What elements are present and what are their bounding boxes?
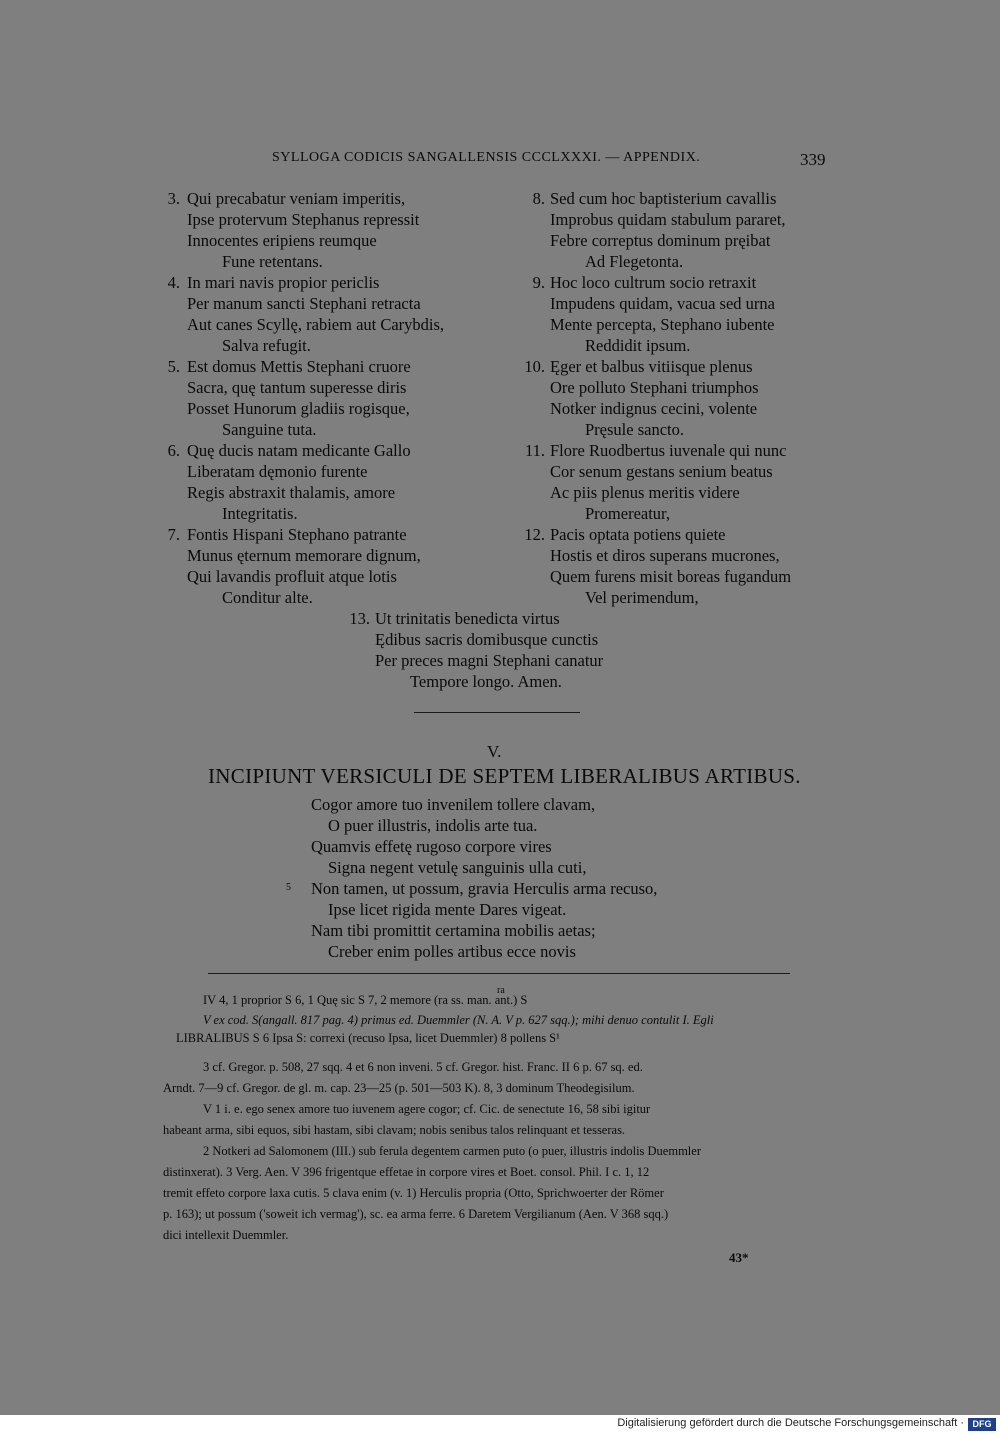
apparatus-line-1: IV 4, 1 proprior S 6, 1 Quę sic S 7, 2 memore (ra ss. man. ant.) S (203, 993, 528, 1007)
verse-line: Qui precabatur veniam imperitis, (187, 189, 406, 208)
stanza-number: 3. (167, 189, 180, 208)
verse-line: In mari navis propior periclis (187, 273, 380, 292)
commentary-line: Arndt. 7—9 cf. Gregor. de gl. m. cap. 23—25 (p. 501—503 K). 8, 3 dominum Theodegisilum. (163, 1081, 635, 1095)
verse-line: Munus ęternum memorare dignum, (187, 546, 421, 565)
verse-line: Regis abstraxit thalamis, amore (187, 483, 396, 502)
verse-line: Posset Hunorum gladiis rogisque, (187, 399, 410, 418)
poem-line: O puer illustris, indolis arte tua. (328, 816, 538, 835)
verse-line: Per manum sancti Stephani retracta (187, 294, 421, 313)
verse-line: Fontis Hispani Stephano patrante (187, 525, 407, 544)
commentary-line: 3 cf. Gregor. p. 508, 27 sqq. 4 et 6 non inveni. 5 cf. Gregor. hist. Franc. II 6 p. 67 sq. ed. (203, 1060, 643, 1074)
running-title: SYLLOGA CODICIS SANGALLENSIS CCCLXXXI. — APPENDIX. (272, 150, 701, 165)
verse-line: Est domus Mettis Stephani cruore (187, 357, 411, 376)
stanza-number: 13. (349, 609, 370, 628)
footnote-divider (208, 973, 790, 974)
verse-line: Ipse protervum Stephanus repressit (187, 210, 420, 229)
commentary-line: 2 Notkeri ad Salomonem (III.) sub ferula degentem carmen puto (o puer, illustris indolis Duemmler (203, 1144, 701, 1158)
apparatus-line-3: LIBRALIBUS S 6 Ipsa S: correxi (recuso Ipsa, licet Duemmler) 8 pollens S¹ (176, 1031, 560, 1045)
verse-line: Ędibus sacris domibusque cunctis (375, 630, 599, 649)
verse-line: Ac piis plenus meritis videre (550, 483, 740, 502)
verse-line: Qui lavandis profluit atque lotis (187, 567, 397, 586)
verse-line: Ęger et balbus vitiisque plenus (550, 357, 753, 376)
verse-line: Notker indignus cecini, volente (550, 399, 758, 418)
verse-line: Innocentes eripiens reumque (187, 231, 377, 250)
poem-line: Signa negent vetulę sanguinis ulla cuti, (328, 858, 587, 877)
verse-line: Sanguine tuta. (222, 420, 317, 439)
stanza-number: 12. (524, 525, 545, 544)
verse-line: Improbus quidam stabulum pararet, (550, 210, 786, 229)
commentary-line: distinxerat). 3 Verg. Aen. V 396 frigentque effetae in corpore vires et Boet. consol. Phil. I c. 1, 12 (163, 1165, 650, 1179)
section-title: INCIPIUNT VERSICULI DE SEPTEM LIBERALIBUS ARTIBUS. (208, 764, 801, 788)
verse-line: Impudens quidam, vacua sed urna (550, 294, 775, 313)
commentary-line: tremit effeto corpore laxa cutis. 5 clava enim (v. 1) Herculis propria (Otto, Sprichwoerter der Römer (163, 1186, 664, 1200)
verse-line: Cor senum gestans senium beatus (550, 462, 773, 481)
verse-line: Aut canes Scyllę, rabiem aut Carybdis, (187, 315, 445, 334)
poem-line: Cogor amore tuo invenilem tollere clavam, (311, 795, 596, 814)
verse-line: Salva refugit. (222, 336, 311, 355)
stanza-number: 10. (524, 357, 545, 376)
verse-line: Vel perimendum, (585, 588, 699, 607)
commentary-line: V 1 i. e. ego senex amore tuo iuvenem agere cogor; cf. Cic. de senectute 16, 58 sibi igitur (203, 1102, 651, 1116)
dfg-logo: DFG (968, 1418, 996, 1431)
line-number-marker: 5 (286, 882, 291, 893)
verse-line: Pręsule sancto. (585, 420, 684, 439)
verse-line: Flore Ruodbertus iuvenale qui nunc (550, 441, 787, 460)
verse-line: Tempore longo. Amen. (410, 672, 562, 691)
stanza-number: 11. (524, 441, 545, 460)
signature-mark: 43* (729, 1250, 749, 1265)
commentary-line: habeant arma, sibi equos, sibi hastam, sibi clavam; nobis senibus talos relinquant et tesseras. (163, 1123, 626, 1137)
stanza-number: 8. (532, 189, 545, 208)
verse-line: Promereatur, (585, 504, 671, 523)
footer-bar (0, 1415, 1000, 1434)
stanza-number: 7. (167, 525, 180, 544)
poem-line: Nam tibi promittit certamina mobilis aetas; (311, 921, 596, 940)
verse-line: Ad Flegetonta. (585, 252, 684, 271)
verse-line: Liberatam dęmonio furente (187, 462, 368, 481)
apparatus-line-2: V ex cod. S(angall. 817 pag. 4) primus ed. Duemmler (N. A. V p. 627 sqq.); mihi denuo contulit I. Egli (203, 1013, 714, 1027)
verse-line: Ore polluto Stephani triumphos (550, 378, 759, 397)
verse-line: Hoc loco cultrum socio retraxit (550, 273, 757, 292)
stanza-number: 9. (532, 273, 545, 292)
commentary-line: dici intellexit Duemmler. (163, 1228, 289, 1242)
verse-line: Reddidit ipsum. (585, 336, 691, 355)
stanza-number: 6. (167, 441, 180, 460)
apparatus-superscript: ra (497, 985, 505, 996)
verse-line: Integritatis. (222, 504, 298, 523)
verse-line: Ut trinitatis benedicta virtus (375, 609, 560, 628)
verse-line: Sacra, quę tantum superesse diris (187, 378, 407, 397)
verse-line: Quem furens misit boreas fugandum (550, 567, 792, 586)
verse-line: Conditur alte. (222, 588, 313, 607)
poem-line: Ipse licet rigida mente Dares vigeat. (328, 900, 567, 919)
verse-line: Quę ducis natam medicante Gallo (187, 441, 411, 460)
commentary-line: p. 163); ut possum ('soweit ich vermag'), sc. ea arma ferre. 6 Daretem Vergilianum (Aen. V 368 sqq.) (163, 1207, 669, 1221)
verse-line: Sed cum hoc baptisterium cavallis (550, 189, 777, 208)
verse-line: Hostis et diros superans mucrones, (550, 546, 780, 565)
poem-line: Creber enim polles artibus ecce novis (328, 942, 576, 961)
verse-line: Per preces magni Stephani canatur (375, 651, 604, 670)
poem-line: Non tamen, ut possum, gravia Herculis arma recuso, (311, 879, 658, 898)
verse-line: Mente percepta, Stephano iubente (550, 315, 775, 334)
verse-line: Febre correptus dominum pręibat (550, 231, 771, 250)
verse-line: Fune retentans. (222, 252, 323, 271)
footer-credit: Digitalisierung gefördert durch die Deutsche Forschungsgemeinschaft · (617, 1417, 964, 1429)
verse-line: Pacis optata potiens quiete (550, 525, 726, 544)
poem-line: Quamvis effetę rugoso corpore vires (311, 837, 552, 856)
page-number: 339 (800, 150, 826, 169)
section-number: V. (487, 742, 502, 761)
section-divider (414, 712, 580, 713)
stanza-number: 5. (167, 357, 180, 376)
stanza-number: 4. (167, 273, 180, 292)
